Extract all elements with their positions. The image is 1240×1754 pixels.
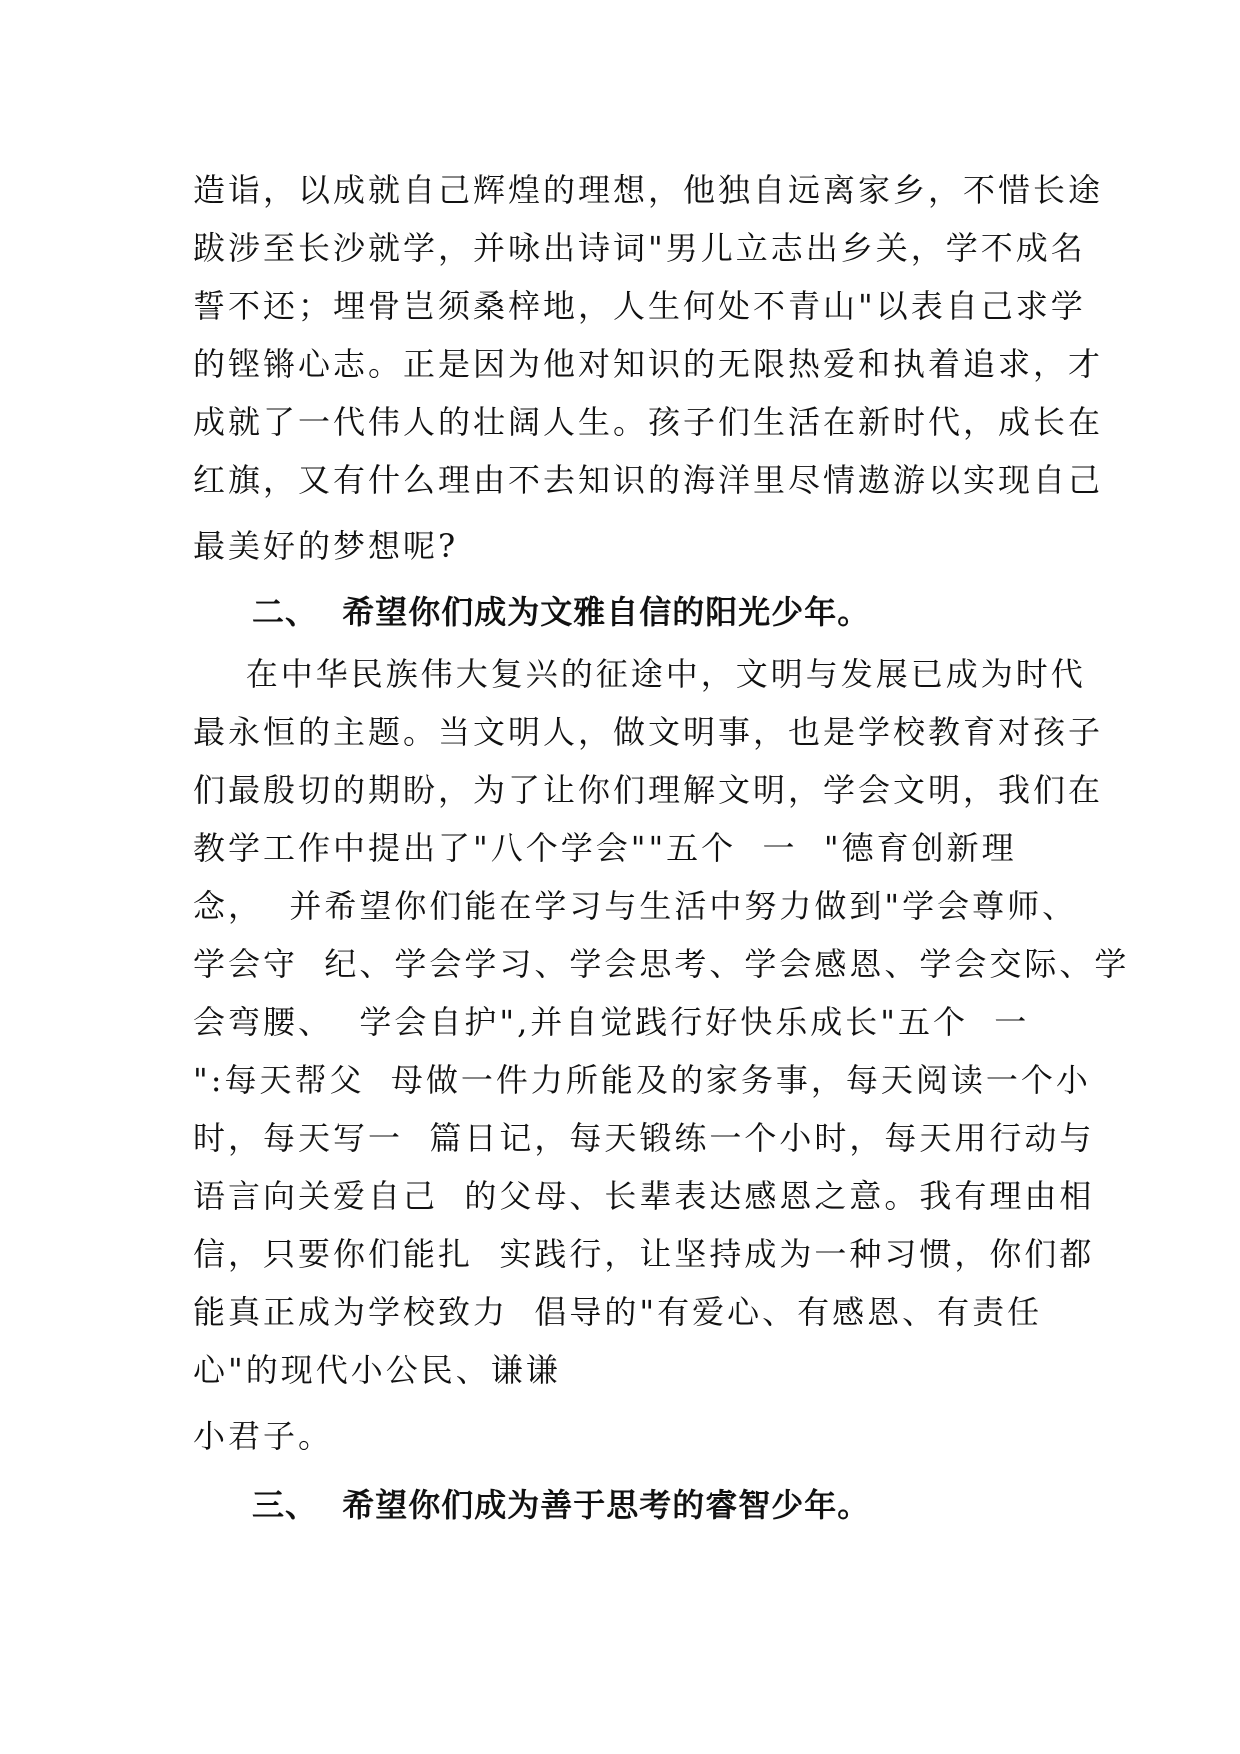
paragraph-2-line-3: 们最殷切的期盼，为了让你们理解文明，学会文明，我们在 [193,771,1104,809]
paragraph-2-line-7: 会弯腰、 学会自护",并自觉践行好快乐成长"五个 一 [193,1003,1030,1041]
paragraph-1-line-1: 造诣，以成就自己辉煌的理想，他独自远离家乡，不惜长途 [193,171,1104,209]
paragraph-2-line-4: 教学工作中提出了"八个学会""五个 一 "德育创新理 [193,829,1017,867]
paragraph-2-line-10: 语言向关爱自己 的父母、长辈表达感恩之意。我有理由相 [193,1177,1095,1215]
paragraph-1-line-5: 成就了一代伟人的壮阔人生。孩子们生活在新时代，成长在 [193,403,1104,441]
paragraph-2-line-8: ":每天帮父 母做一件力所能及的家务事，每天阅读一个小 [193,1061,1091,1099]
paragraph-2-line-11: 信，只要你们能扎 实践行，让坚持成为一种习惯，你们都 [193,1235,1095,1273]
paragraph-1-line-7: 最美好的梦想呢? [193,527,459,565]
paragraph-2-line-9: 时，每天写一 篇日记，每天锻练一个小时，每天用行动与 [193,1119,1095,1157]
paragraph-1-line-4: 的铿锵心志。正是因为他对知识的无限热爱和执着追求，才 [193,345,1104,383]
paragraph-2-line-5: 念， 并希望你们能在学习与生活中努力做到"学会尊师、 [193,887,1078,925]
section-heading-2: 二、 希望你们成为文雅自信的阳光少年。 [252,593,871,631]
paragraph-1-line-6: 红旗，又有什么理由不去知识的海洋里尽情遨游以实现自己 [193,461,1104,499]
paragraph-2-line-2: 最永恒的主题。当文明人，做文明事，也是学校教育对孩子 [193,713,1104,751]
paragraph-1-line-2: 跋涉至长沙就学，并咏出诗词"男儿立志出乡关，学不成名 [193,229,1086,267]
paragraph-1-line-3: 誓不还；埋骨岂须桑梓地，人生何处不青山"以表自己求学 [193,287,1086,325]
paragraph-2-line-14: 小君子。 [193,1417,334,1455]
paragraph-2-line-12: 能真正成为学校致力 倡导的"有爱心、有感恩、有责任 [193,1293,1043,1331]
paragraph-2-line-13: 心"的现代小公民、谦谦 [193,1351,561,1389]
section-heading-3: 三、 希望你们成为善于思考的睿智少年。 [252,1486,871,1524]
paragraph-2-line-6: 学会守 纪、学会学习、学会思考、学会感恩、学会交际、学 [193,945,1130,983]
paragraph-2-line-1: 在中华民族伟大复兴的征途中，文明与发展已成为时代 [193,655,1086,693]
